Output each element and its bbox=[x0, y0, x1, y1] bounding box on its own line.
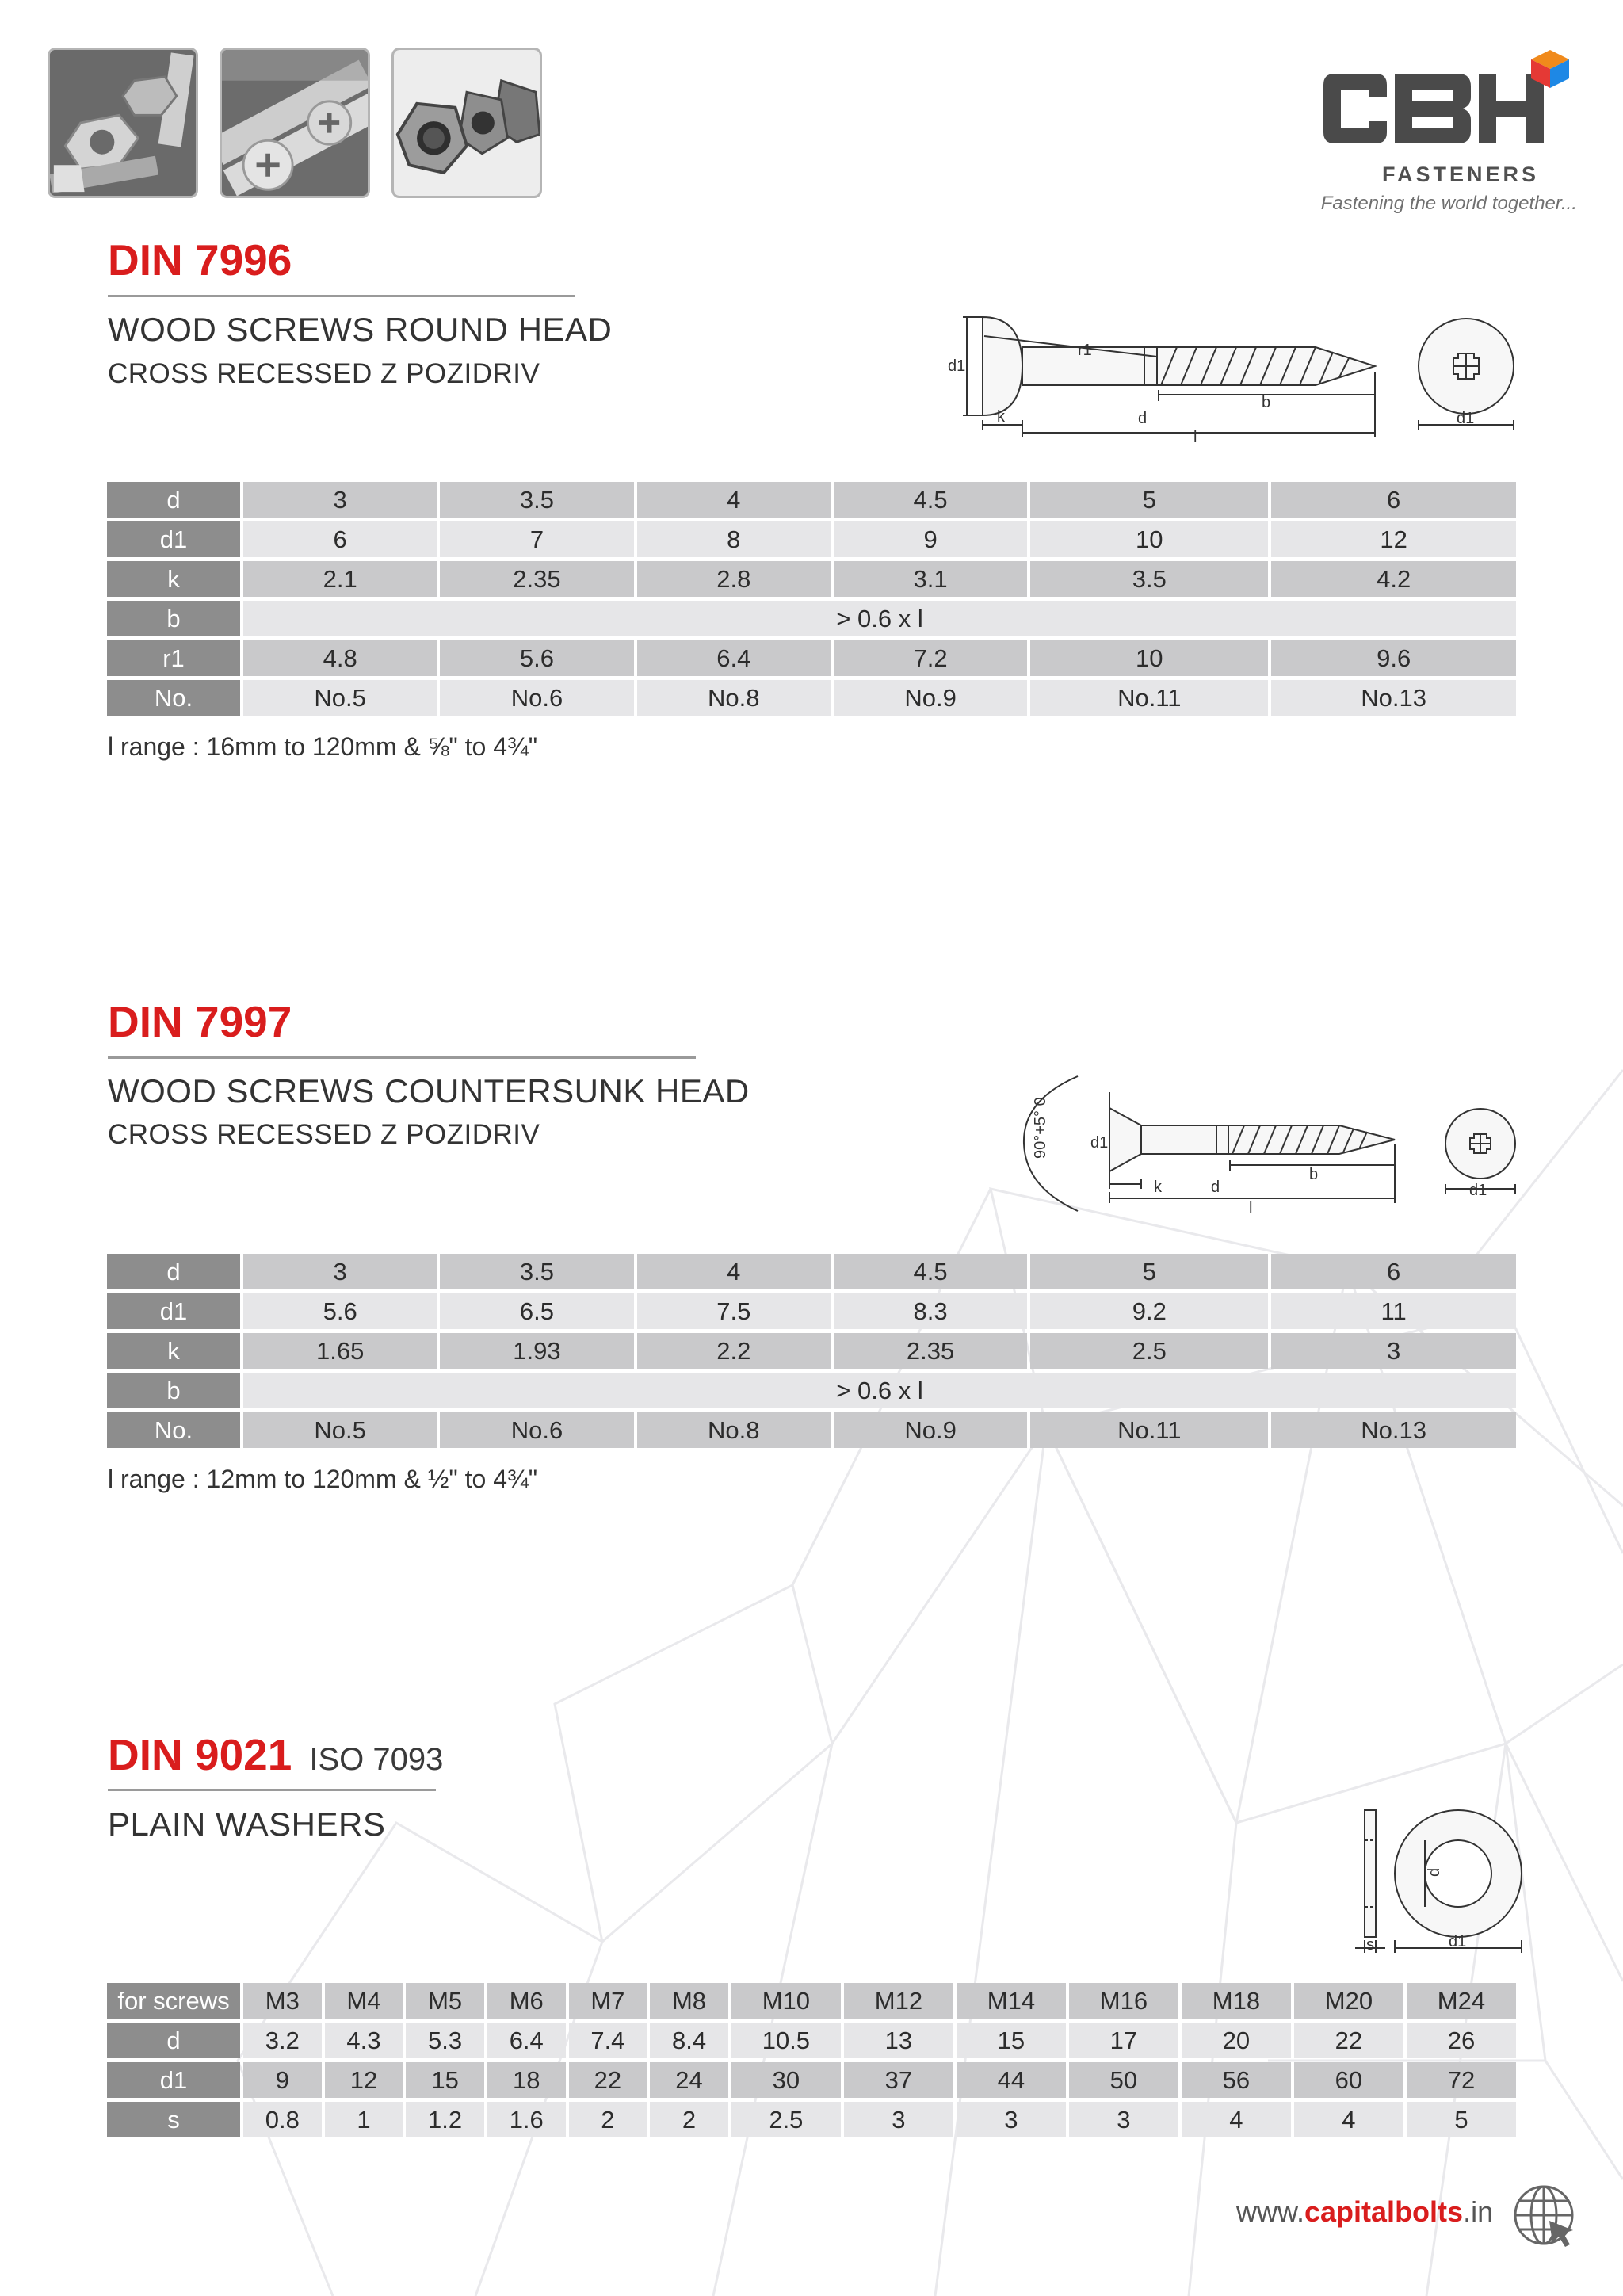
thumbnail-cross-head-screws bbox=[220, 48, 370, 198]
table-cell: M7 bbox=[569, 1983, 647, 2019]
table-cell: 2 bbox=[650, 2102, 728, 2137]
table-cell: 8.3 bbox=[834, 1293, 1027, 1329]
din9021-dim-d: d bbox=[1426, 1867, 1443, 1877]
row-header: d1 bbox=[107, 1293, 240, 1329]
table-cell: 60 bbox=[1294, 2062, 1403, 2098]
din7996-length-range: l range : 16mm to 120mm & ⅝" to 4¾" bbox=[108, 732, 538, 761]
din7996-title: DIN 7996 bbox=[108, 235, 292, 285]
din7996-spec-table bbox=[104, 478, 1519, 720]
table-row bbox=[107, 482, 1516, 518]
table-row bbox=[107, 561, 1516, 597]
table-cell: 3.5 bbox=[1030, 561, 1268, 597]
din7997-spec-table bbox=[104, 1250, 1519, 1452]
table-cell: 4 bbox=[637, 1254, 831, 1289]
table-cell: M5 bbox=[406, 1983, 484, 2019]
din7996-dim-b: b bbox=[1262, 394, 1271, 411]
table-cell: 22 bbox=[569, 2062, 647, 2098]
table-cell: M18 bbox=[1182, 1983, 1291, 2019]
table-cell: 3.2 bbox=[243, 2023, 322, 2058]
din7996-dim-d: d bbox=[1138, 410, 1148, 427]
din7997-title: DIN 7997 bbox=[108, 997, 292, 1046]
din9021-subtitle: PLAIN WASHERS bbox=[108, 1805, 386, 1843]
din7997-dim-d1-end: d1 bbox=[1469, 1182, 1487, 1199]
din9021-iso-title: ISO 7093 bbox=[309, 1742, 444, 1777]
table-cell: No.13 bbox=[1271, 680, 1516, 716]
table-cell: 3 bbox=[844, 2102, 953, 2137]
table-cell: No.9 bbox=[834, 680, 1027, 716]
table-cell: 22 bbox=[1294, 2023, 1403, 2058]
table-cell: 1.6 bbox=[487, 2102, 566, 2137]
table-cell: 9.2 bbox=[1030, 1293, 1268, 1329]
table-cell: M12 bbox=[844, 1983, 953, 2019]
table-cell: M16 bbox=[1069, 1983, 1178, 2019]
table-cell: 20 bbox=[1182, 2023, 1291, 2058]
table-cell: 10.5 bbox=[731, 2023, 841, 2058]
table-cell: M4 bbox=[325, 1983, 403, 2019]
table-cell: No.6 bbox=[440, 680, 633, 716]
din7997-dim-d: d bbox=[1211, 1179, 1220, 1196]
din7996-dim-r1: r1 bbox=[1078, 342, 1092, 359]
table-cell: 4 bbox=[637, 482, 831, 518]
table-cell: 13 bbox=[844, 2023, 953, 2058]
table-row bbox=[107, 1333, 1516, 1369]
table-cell: 12 bbox=[325, 2062, 403, 2098]
table-cell: No.8 bbox=[637, 1412, 831, 1448]
thumbnail-hex-nuts bbox=[391, 48, 542, 198]
table-cell: 6.4 bbox=[637, 640, 831, 676]
table-cell: 8 bbox=[637, 521, 831, 557]
table-cell: 4 bbox=[1294, 2102, 1403, 2137]
row-header: b bbox=[107, 601, 240, 636]
table-cell: 5.3 bbox=[406, 2023, 484, 2058]
table-cell: 6.4 bbox=[487, 2023, 566, 2058]
din7997-subtitle-recess: CROSS RECESSED Z POZIDRIV bbox=[108, 1119, 540, 1150]
din7996-dim-l: l bbox=[1193, 429, 1197, 446]
row-header: d bbox=[107, 1254, 240, 1289]
table-cell: 10 bbox=[1030, 521, 1268, 557]
table-cell: 6 bbox=[1271, 482, 1516, 518]
din9021-title: DIN 9021 bbox=[108, 1730, 292, 1779]
table-cell: 8.4 bbox=[650, 2023, 728, 2058]
table-row bbox=[107, 1373, 1516, 1408]
table-cell: M20 bbox=[1294, 1983, 1403, 2019]
table-cell: 1.93 bbox=[440, 1333, 633, 1369]
table-cell: 12 bbox=[1271, 521, 1516, 557]
table-row bbox=[107, 2023, 1516, 2058]
table-cell: M10 bbox=[731, 1983, 841, 2019]
table-cell: 2.8 bbox=[637, 561, 831, 597]
table-cell: 7.2 bbox=[834, 640, 1027, 676]
table-cell: 4.2 bbox=[1271, 561, 1516, 597]
table-cell: 30 bbox=[731, 2062, 841, 2098]
row-header: d1 bbox=[107, 521, 240, 557]
table-cell: 4.5 bbox=[834, 482, 1027, 518]
table-cell: 0.8 bbox=[243, 2102, 322, 2137]
table-row bbox=[107, 1293, 1516, 1329]
din7997-dim-b: b bbox=[1309, 1166, 1319, 1183]
din7996-dim-d1-end: d1 bbox=[1457, 410, 1475, 427]
globe-icon bbox=[1510, 2181, 1578, 2249]
din7997-dim-angle: 90°+5° 0 bbox=[1032, 1097, 1049, 1159]
din9021-dim-d1: d1 bbox=[1449, 1933, 1467, 1950]
table-cell: 2.2 bbox=[637, 1333, 831, 1369]
din7996-drawing bbox=[943, 301, 1522, 452]
table-cell: 7.4 bbox=[569, 2023, 647, 2058]
table-cell: 26 bbox=[1407, 2023, 1516, 2058]
table-cell: M3 bbox=[243, 1983, 322, 2019]
table-cell: 9 bbox=[834, 521, 1027, 557]
din7996-subtitle-recess: CROSS RECESSED Z POZIDRIV bbox=[108, 358, 540, 389]
table-cell: No.11 bbox=[1030, 680, 1268, 716]
row-header: No. bbox=[107, 680, 240, 716]
table-cell: No.9 bbox=[834, 1412, 1027, 1448]
din7997-subtitle: WOOD SCREWS COUNTERSUNK HEAD bbox=[108, 1072, 750, 1110]
table-cell: 6 bbox=[243, 521, 437, 557]
table-cell: M6 bbox=[487, 1983, 566, 2019]
din9021-spec-table bbox=[104, 1979, 1519, 2141]
table-cell: 7.5 bbox=[637, 1293, 831, 1329]
table-cell: 2.5 bbox=[1030, 1333, 1268, 1369]
table-row bbox=[107, 680, 1516, 716]
table-cell: 56 bbox=[1182, 2062, 1291, 2098]
url-brand: capitalbolts bbox=[1304, 2195, 1464, 2228]
table-cell: M14 bbox=[957, 1983, 1066, 2019]
table-cell: 37 bbox=[844, 2062, 953, 2098]
table-cell: 10 bbox=[1030, 640, 1268, 676]
table-cell: No.6 bbox=[440, 1412, 633, 1448]
row-header: for screws bbox=[107, 1983, 240, 2019]
table-cell: No.5 bbox=[243, 680, 437, 716]
table-cell: 18 bbox=[487, 2062, 566, 2098]
din7996-dim-k: k bbox=[997, 408, 1005, 426]
table-cell: 3.5 bbox=[440, 482, 633, 518]
table-cell: 17 bbox=[1069, 2023, 1178, 2058]
row-header: s bbox=[107, 2102, 240, 2137]
table-cell: 72 bbox=[1407, 2062, 1516, 2098]
thumbnail-bolts-nuts bbox=[48, 48, 198, 198]
din7997-title-rule bbox=[108, 1056, 696, 1059]
logo-fasteners-text: FASTENERS bbox=[1382, 162, 1540, 186]
table-cell: 6 bbox=[1271, 1254, 1516, 1289]
table-cell-span: > 0.6 x l bbox=[243, 1373, 1516, 1408]
din9021-drawing bbox=[1347, 1801, 1529, 1959]
table-cell: 44 bbox=[957, 2062, 1066, 2098]
table-cell: No.8 bbox=[637, 680, 831, 716]
table-cell: 3 bbox=[1069, 2102, 1178, 2137]
table-cell: 9 bbox=[243, 2062, 322, 2098]
table-row bbox=[107, 1412, 1516, 1448]
table-cell: No.5 bbox=[243, 1412, 437, 1448]
table-cell-span: > 0.6 x l bbox=[243, 601, 1516, 636]
table-row bbox=[107, 521, 1516, 557]
din7997-dim-k: k bbox=[1154, 1179, 1162, 1196]
table-cell: 3 bbox=[243, 482, 437, 518]
table-cell: No.11 bbox=[1030, 1412, 1268, 1448]
table-cell: M8 bbox=[650, 1983, 728, 2019]
table-cell: M24 bbox=[1407, 1983, 1516, 2019]
table-cell: 4.3 bbox=[325, 2023, 403, 2058]
table-cell: 2 bbox=[569, 2102, 647, 2137]
table-cell: 1.2 bbox=[406, 2102, 484, 2137]
table-cell: 2.1 bbox=[243, 561, 437, 597]
table-cell: 11 bbox=[1271, 1293, 1516, 1329]
table-cell: 3 bbox=[1271, 1333, 1516, 1369]
table-cell: 9.6 bbox=[1271, 640, 1516, 676]
din9021-dim-s: s bbox=[1366, 1936, 1374, 1954]
table-cell: 15 bbox=[406, 2062, 484, 2098]
row-header: d1 bbox=[107, 2062, 240, 2098]
table-cell: 4.5 bbox=[834, 1254, 1027, 1289]
table-cell: 50 bbox=[1069, 2062, 1178, 2098]
table-row bbox=[107, 2062, 1516, 2098]
table-cell: 3.1 bbox=[834, 561, 1027, 597]
table-cell: 7 bbox=[440, 521, 633, 557]
row-header: k bbox=[107, 561, 240, 597]
table-cell: 1 bbox=[325, 2102, 403, 2137]
din7997-drawing bbox=[1006, 1068, 1522, 1219]
table-cell: 5.6 bbox=[440, 640, 633, 676]
din7996-title-rule bbox=[108, 295, 575, 297]
table-cell: 3 bbox=[957, 2102, 1066, 2137]
din7997-length-range: l range : 12mm to 120mm & ½" to 4¾" bbox=[108, 1465, 538, 1493]
table-cell: 15 bbox=[957, 2023, 1066, 2058]
table-cell: 2.5 bbox=[731, 2102, 841, 2137]
table-cell: 1.65 bbox=[243, 1333, 437, 1369]
table-cell: 4.8 bbox=[243, 640, 437, 676]
table-row bbox=[107, 1254, 1516, 1289]
table-row bbox=[107, 601, 1516, 636]
table-cell: 6.5 bbox=[440, 1293, 633, 1329]
table-row bbox=[107, 640, 1516, 676]
table-cell: 5 bbox=[1407, 2102, 1516, 2137]
url-prefix: www. bbox=[1236, 2195, 1305, 2228]
table-row bbox=[107, 2102, 1516, 2137]
table-cell: 3.5 bbox=[440, 1254, 633, 1289]
table-cell: No.13 bbox=[1271, 1412, 1516, 1448]
table-cell: 5 bbox=[1030, 482, 1268, 518]
website-link[interactable] bbox=[1236, 2195, 1493, 2229]
table-cell: 3 bbox=[243, 1254, 437, 1289]
din9021-title-rule bbox=[108, 1789, 436, 1791]
din9021-title-line bbox=[108, 1729, 443, 1780]
row-header: b bbox=[107, 1373, 240, 1408]
table-cell: 2.35 bbox=[440, 561, 633, 597]
table-cell: 5 bbox=[1030, 1254, 1268, 1289]
cbh-logo-icon bbox=[1300, 44, 1585, 162]
din7996-subtitle: WOOD SCREWS ROUND HEAD bbox=[108, 311, 613, 348]
din7997-dim-l: l bbox=[1249, 1199, 1253, 1217]
row-header: No. bbox=[107, 1412, 240, 1448]
table-cell: 2.35 bbox=[834, 1333, 1027, 1369]
logo-tagline: Fastening the world together... bbox=[1320, 193, 1577, 214]
table-row bbox=[107, 1983, 1516, 2019]
row-header: d bbox=[107, 2023, 240, 2058]
din7996-dim-d1: d1 bbox=[948, 357, 966, 375]
company-logo bbox=[1300, 44, 1585, 226]
row-header: d bbox=[107, 482, 240, 518]
row-header: k bbox=[107, 1333, 240, 1369]
url-suffix: .in bbox=[1463, 2195, 1494, 2228]
table-cell: 5.6 bbox=[243, 1293, 437, 1329]
din7997-dim-d1: d1 bbox=[1090, 1134, 1109, 1152]
table-cell: 4 bbox=[1182, 2102, 1291, 2137]
row-header: r1 bbox=[107, 640, 240, 676]
table-cell: 24 bbox=[650, 2062, 728, 2098]
